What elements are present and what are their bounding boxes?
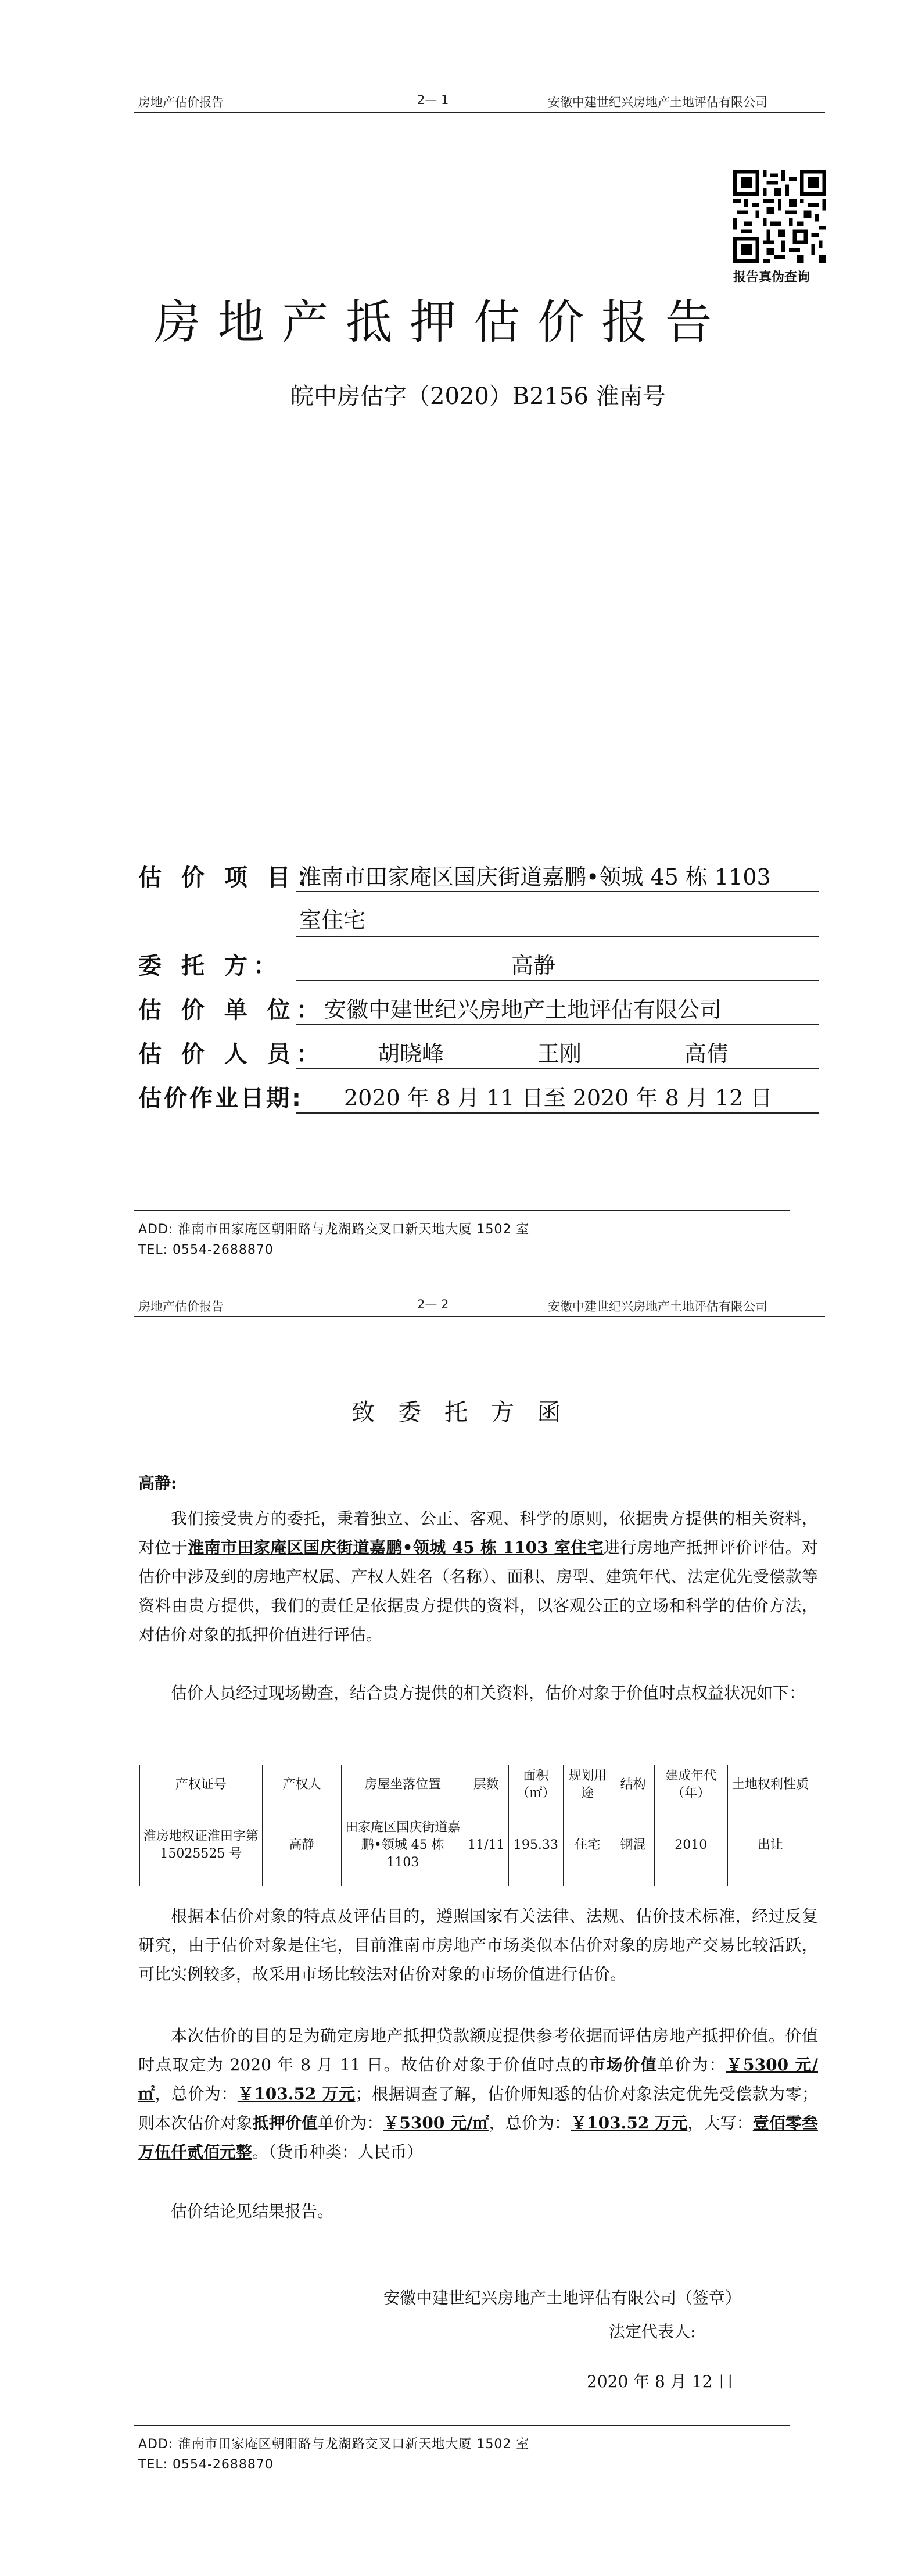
client-underline — [296, 980, 819, 981]
p4-amount-in-words: 壹佰零叁万伍仟贰佰元整 — [138, 2113, 818, 2162]
paragraph-1 — [138, 1504, 818, 1650]
p4-unit-price-2: ￥5300 元/㎡ — [383, 2113, 489, 2133]
report-title: 房地产抵押估价报告 — [154, 295, 729, 349]
p4-mortgage-value: 抵押价值 — [252, 2113, 318, 2133]
client-label: 委 托 方： — [138, 953, 282, 979]
p4-text-6: ，总价为： — [489, 2113, 571, 2133]
salutation: 高静: — [138, 1473, 177, 1493]
th-area: 面积（㎡） — [508, 1765, 563, 1805]
page2-header-right: 安徽中建世纪兴房地产土地评估有限公司 — [548, 1300, 767, 1314]
p4-unit-price: ￥5300 元/㎡ — [138, 2055, 818, 2103]
page1-footer-rule — [134, 1210, 790, 1211]
date-label: 估价作业日期: — [138, 1085, 303, 1112]
date-value: 2020 年 8 月 11 日至 2020 年 8 月 12 日 — [344, 1085, 773, 1111]
page1-header-page: 2— 1 — [417, 93, 449, 107]
p4-text-8: 。（货币种类：人民币） — [252, 2142, 424, 2162]
td-land-right: 出让 — [727, 1805, 813, 1886]
unit-label: 估 价 单 位： — [138, 997, 325, 1024]
project-value-line1: 淮南市田家庵区国庆街道嘉鹏•领城 45 栋 1103 — [299, 864, 771, 890]
page1-header-left: 房地产估价报告 — [138, 95, 224, 109]
td-floors: 11/11 — [464, 1805, 509, 1886]
th-year: 建成年代（年） — [654, 1765, 727, 1805]
th-structure: 结构 — [612, 1765, 654, 1805]
td-area: 195.33 — [508, 1805, 563, 1886]
th-location: 房屋坐落位置 — [342, 1765, 464, 1805]
qr-code — [733, 170, 826, 263]
p1-property: 淮南市田家庵区国庆街道嘉鹏•领城 45 栋 1103 室住宅 — [188, 1538, 604, 1557]
letter-title: 致委托方函 — [351, 1399, 584, 1426]
p4-text-4: ；根据调查了解，估价师知悉的估价对象法定优先受偿款为零；则本次估价对象 — [138, 2084, 818, 2133]
paragraph-2: 估价人员经过现场勘查，结合贵方提供的相关资料，估价对象于价值时点权益状况如下： — [171, 1683, 806, 1702]
page1-footer-tel: TEL: 0554-2688870 — [138, 1243, 274, 1257]
staff-name-1: 胡晓峰 — [378, 1041, 444, 1067]
page2-footer-address: ADD: 淮南市田家庵区朝阳路与龙湖路交叉口新天地大厦 1502 室 — [138, 2437, 530, 2452]
date-underline — [296, 1112, 819, 1114]
qr-caption: 报告真伪查询 — [733, 270, 810, 285]
staff-name-2: 王刚 — [537, 1041, 582, 1067]
p4-total-price-2: ￥103.52 万元 — [571, 2113, 688, 2133]
table-header-row — [140, 1765, 813, 1805]
page2-footer-tel: TEL: 0554-2688870 — [138, 2457, 274, 2472]
page1-footer-address: ADD: 淮南市田家庵区朝阳路与龙湖路交叉口新天地大厦 1502 室 — [138, 1222, 530, 1237]
unit-underline — [296, 1024, 819, 1025]
th-owner: 产权人 — [262, 1765, 342, 1805]
p4-total-price: ￥103.52 万元 — [237, 2084, 356, 2103]
page2-footer-rule — [134, 2425, 790, 2426]
th-floors: 层数 — [464, 1765, 509, 1805]
th-land-right: 土地权利性质 — [727, 1765, 813, 1805]
staff-underline — [296, 1068, 819, 1069]
project-label: 估 价 项 目： — [138, 864, 325, 891]
page2-header-rule — [134, 1316, 825, 1317]
p4-text-5: 单价为： — [317, 2113, 383, 2133]
p4-text-2: 单价为： — [657, 2055, 726, 2074]
td-year: 2010 — [654, 1805, 727, 1886]
page1-header-right: 安徽中建世纪兴房地产土地评估有限公司 — [548, 95, 767, 109]
paragraph-4 — [138, 2022, 818, 2167]
td-owner: 高静 — [262, 1805, 342, 1886]
project-underline-1 — [296, 891, 819, 892]
project-underline-2 — [296, 936, 819, 937]
unit-value: 安徽中建世纪兴房地产土地评估有限公司 — [324, 997, 722, 1022]
paragraph-5: 估价结论见结果报告。 — [171, 2202, 334, 2221]
signature-company: 安徽中建世纪兴房地产土地评估有限公司（签章） — [383, 2288, 742, 2307]
td-cert: 淮房地权证淮田字第 15025525 号 — [140, 1805, 263, 1886]
property-table — [139, 1765, 813, 1886]
paragraph-3: 根据本估价对象的特点及评估目的，遵照国家有关法律、法规、估价技术标准，经过反复研究，由于估价对象是住宅，目前淮南市房地产市场类似本估价对象的房地产交易比较活跃，可比实例较多，故采用市场比较法对估价对象的市场价值进行估价。 — [138, 1906, 818, 1984]
p4-text-3: ，总价为： — [155, 2084, 238, 2103]
page1-header-rule — [134, 112, 825, 113]
page2-header-left: 房地产估价报告 — [138, 1300, 224, 1314]
p4-text-7: ，大写： — [687, 2113, 753, 2133]
td-structure: 钢混 — [612, 1805, 654, 1886]
th-cert: 产权证号 — [140, 1765, 263, 1805]
client-value: 高静 — [511, 953, 556, 978]
report-number: 皖中房估字（2020）B2156 淮南号 — [290, 383, 666, 410]
project-value-line2: 室住宅 — [299, 907, 366, 933]
td-location: 田家庵区国庆街道嘉鹏•领城 45 栋 1103 — [342, 1805, 464, 1886]
page2-header-page: 2— 2 — [417, 1297, 449, 1311]
p1-text-c: 进行房地产抵押评价评估。对估价中涉及到的房地产权属、产权人姓名（名称）、面积、房型、建筑年代、法定优先受偿款等资料由贵方提供，我们的责任是依据贵方提供的资料，以客观公正的立场和科学的估价方法，对估价对象的抵押价值进行评估。 — [138, 1538, 818, 1644]
staff-name-3: 高倩 — [684, 1041, 729, 1067]
signature-date: 2020 年 8 月 12 日 — [587, 2372, 734, 2391]
signature-legal-rep: 法定代表人: — [609, 2322, 696, 2341]
staff-label: 估 价 人 员： — [138, 1041, 325, 1068]
th-use: 规划用途 — [564, 1765, 612, 1805]
p4-text-1: 本次估价的目的是为确定房地产抵押贷款额度提供参考依据而评估房地产抵押价值。价值时点取定为 2020 年 8 月 11 日。故估价对象于价值时点的 — [138, 2026, 818, 2074]
td-use: 住宅 — [564, 1805, 612, 1886]
p1-text-a: 我们接受贵方的委托，秉着独立、公正、客观、科学的原则，依据贵方提供的相关资料，对位于 — [138, 1509, 818, 1557]
p4-market-value: 市场价值 — [589, 2055, 658, 2074]
table-row — [140, 1805, 813, 1886]
